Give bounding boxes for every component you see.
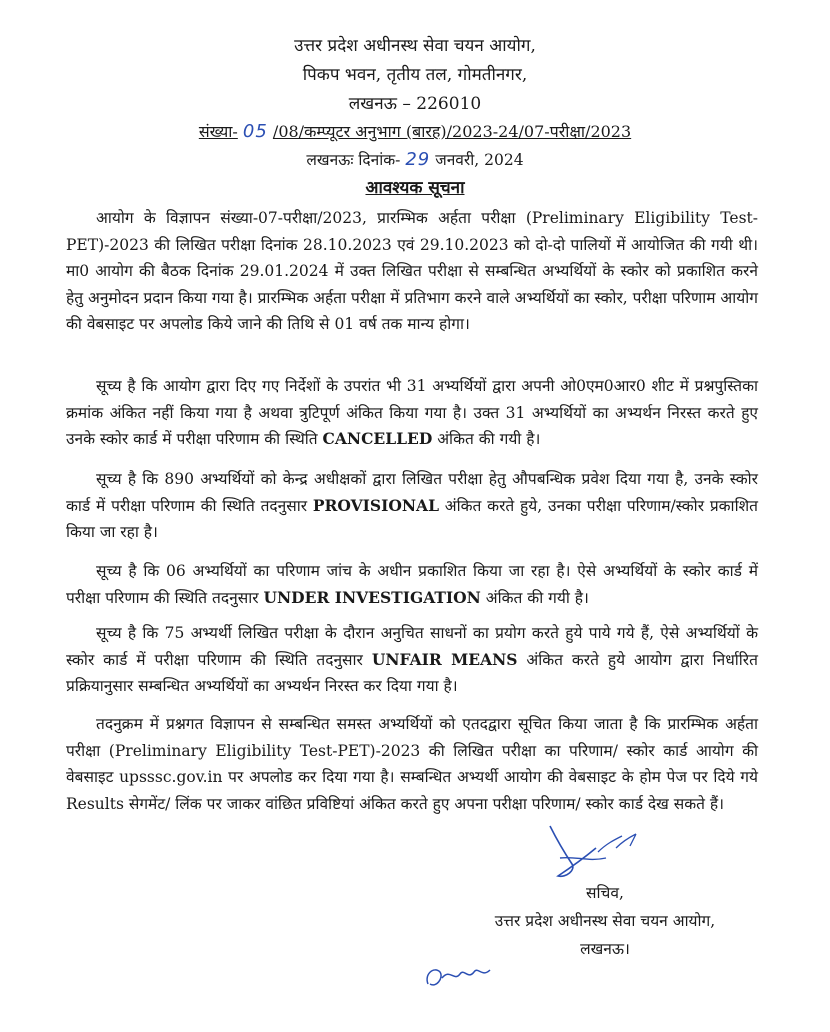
org-name: उत्तर प्रदेश अधीनस्थ सेवा चयन आयोग, (294, 36, 536, 56)
paragraph-2 (66, 373, 758, 453)
reference-handwritten-number: 05 (242, 121, 268, 142)
notice-title: आवश्यक सूचना (365, 178, 465, 198)
signatory-designation: सचिव, (586, 884, 624, 902)
paragraph-5 (66, 620, 758, 700)
paragraph-5-tail: अंकित करते हुये आयोग द्वारा निर्धारित प्रक्रियानुसार सम्बन्धित अभ्यर्थियों का अभ्यर्थन निरस्त कर दिया गया है। (66, 650, 758, 695)
address-line: पिकप भवन, तृतीय तल, गोमतीनगर, (302, 65, 528, 85)
status-unfair-means: UNFAIR MEANS (371, 649, 518, 669)
reference-number (0, 120, 830, 144)
reference-suffix: /08/कम्प्यूटर अनुभाग (बारह)/2023-24/07-परीक्षा/2023 (272, 122, 632, 141)
signatory-org: उत्तर प्रदेश अधीनस्थ सेवा चयन आयोग, (494, 912, 716, 930)
paragraph-5-text: सूच्य है कि 75 अभ्यर्थी लिखित परीक्षा के दौरान अनुचित साधनों का प्रयोग करते हुये पाये गये हैं, ऐसे अभ्यर्थियों के स्कोर कार्ड में परीक्षा परिणाम की स्थिति तदनुसार (66, 624, 758, 669)
status-under-investigation: UNDER INVESTIGATION (263, 587, 481, 607)
signatory-city: लखनऊ। (580, 940, 630, 958)
status-provisional: PROVISIONAL (312, 495, 439, 515)
date-suffix: जनवरी, 2024 (435, 151, 524, 169)
paragraph-2-text: सूच्य है कि आयोग द्वारा दिए गए निर्देशों के उपरांत भी 31 अभ्यर्थियों द्वारा अपनी ओ0एम0आर0 शीट में प्रश्नपुस्तिका क्रमांक अंकित नहीं किया गया है अथवा त्रुटिपूर्ण अंकित किया गया है। उक्त 31 अभ्यर्थियों का अभ्यर्थन निरस्त करते हुए उनके स्कोर कार्ड में परीक्षा परिणाम की स्थिति (66, 377, 758, 448)
date-prefix: लखनऊः दिनांक- (306, 151, 401, 169)
paragraph-4 (66, 558, 758, 611)
paragraph-3 (66, 466, 758, 546)
date-line (0, 148, 830, 172)
paragraph-1: आयोग के विज्ञापन संख्या-07-परीक्षा/2023, प्रारम्भिक अर्हता परीक्षा (Preliminary Eligibility Test-PET)-2023 की लिखित परीक्षा दिनांक 28.10.2023 एवं 29.10.2023 को दो-दो पालियों में आयोजित की गयी थी। मा0 आयोग की बैठक दिनांक 29.01.2024 में उक्त लिखित परीक्षा से सम्बन्धित अभ्यर्थियों के स्कोर को प्रकाशित करने हेतु अनुमोदन प्रदान किया गया है। प्रारम्भिक अर्हता परीक्षा में प्रतिभाग करने वाले अभ्यर्थियों का स्कोर, परीक्षा परिणाम आयोग की वेबसाइट पर अपलोड किये जाने की तिथि से 01 वर्ष तक मान्य होगा। (66, 209, 758, 333)
paragraph-3-tail: अंकित करते हुये, उनका परीक्षा परिणाम/स्कोर प्रकाशित किया जा रहा है। (66, 496, 758, 541)
status-cancelled: CANCELLED (322, 429, 433, 448)
paragraph-3-text: सूच्य है कि 890 अभ्यर्थियों को केन्द्र अधीक्षकों द्वारा लिखित परीक्षा हेतु औपबन्धिक प्रवेश दिया गया है, उनके स्कोर कार्ड में परीक्षा परिणाम की स्थिति तदनुसार (66, 470, 758, 515)
initials-scribble-icon (420, 958, 500, 994)
paragraph-2-tail: अंकित की गयी है। (437, 430, 541, 448)
paragraph-4-tail: अंकित की गयी है। (485, 588, 589, 607)
city-line: लखनऊ – 226010 (348, 94, 482, 114)
paragraph-4-text: सूच्य है कि 06 अभ्यर्थियों का परिणाम जांच के अधीन प्रकाशित किया जा रहा है। ऐसे अभ्यर्थियों के स्कोर कार्ड में परीक्षा परिणाम की स्थिति तदनुसार (66, 562, 758, 607)
paragraph-6: तदनुक्रम में प्रश्नगत विज्ञापन से सम्बन्धित समस्त अभ्यर्थियों को एतदद्वारा सूचित किया जाता है कि प्रारम्भिक अर्हता परीक्षा (Preliminary Eligibility Test-PET)-2023 की लिखित परीक्षा का परिणाम/ स्कोर कार्ड आयोग की वेबसाइट upsssc.gov.in पर अपलोड कर दिया गया है। सम्बन्धित अभ्यर्थी आयोग की वेबसाइट के होम पेज पर दिये गये Results सेगमेंट/ लिंक पर जाकर वांछित प्रविष्टियां अंकित करते हुए अपना परीक्षा परिणाम/ स्कोर कार्ड देख सकते हैं। (66, 715, 758, 813)
reference-prefix: संख्या- (198, 122, 238, 141)
date-handwritten-day: 29 (405, 149, 431, 170)
